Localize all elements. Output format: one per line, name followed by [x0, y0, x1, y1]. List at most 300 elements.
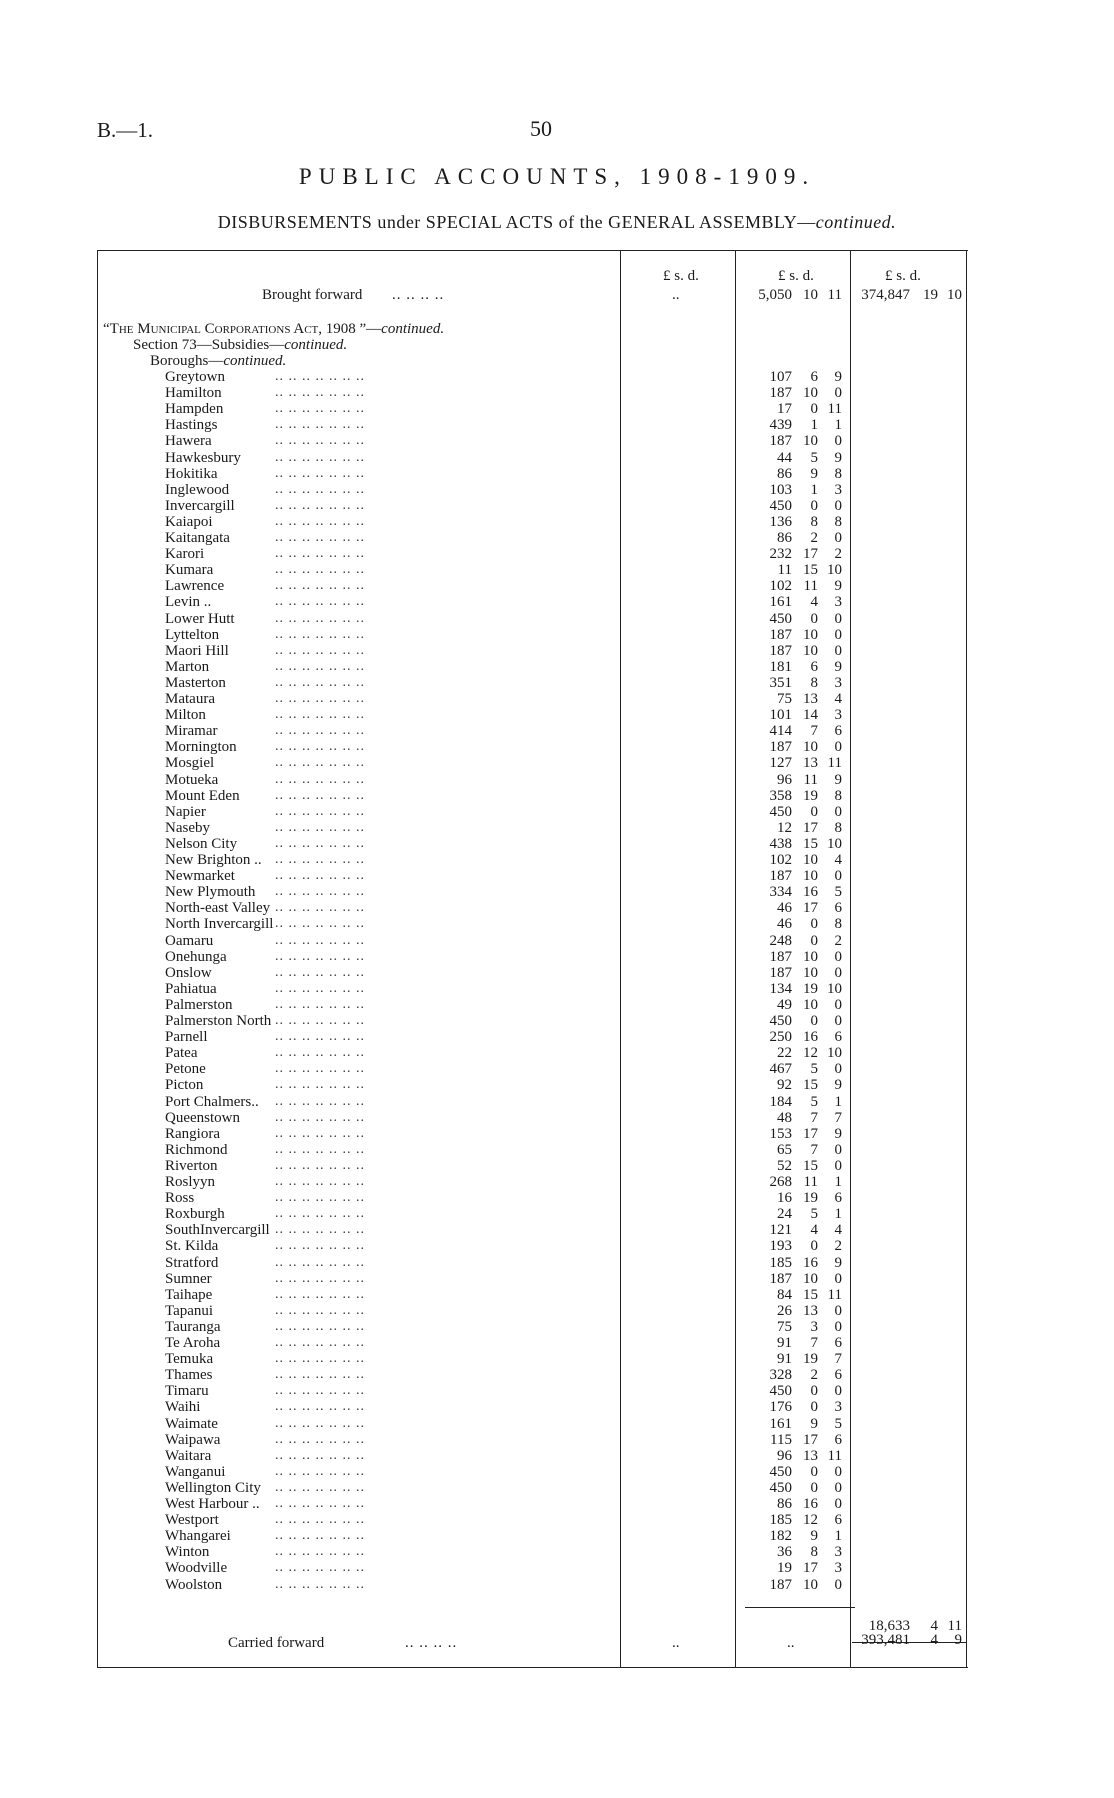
borough-name: Temuka — [165, 1351, 214, 1367]
amount-pounds: 19 — [777, 1560, 792, 1576]
borough-name: Waihi — [165, 1399, 201, 1415]
amount-pence: 0 — [834, 1142, 842, 1158]
amount-shillings: 9 — [810, 1528, 818, 1544]
amount-pence: 7 — [834, 1351, 842, 1367]
amount-shillings: 14 — [803, 707, 818, 723]
borough-name: Wellington City — [165, 1480, 261, 1496]
amount-pounds: 184 — [769, 1094, 792, 1110]
section-label: Section 73—Subsidies— — [133, 337, 285, 353]
amount-pounds: 450 — [769, 804, 792, 820]
amount-shillings: 5 — [810, 1094, 818, 1110]
borough-name: Marton — [165, 659, 210, 675]
amount-pence: 1 — [834, 1174, 842, 1190]
amount-shillings: 5 — [810, 1061, 818, 1077]
leader-dots: .. .. .. .. .. .. .. — [275, 369, 365, 384]
borough-name: Timaru — [165, 1383, 209, 1399]
amount-pounds: 91 — [777, 1335, 792, 1351]
leader-dots: .. .. .. .. .. .. .. — [275, 1577, 365, 1592]
amount-pounds: 96 — [777, 772, 792, 788]
amount-shillings: 10 — [803, 949, 818, 965]
amount-pence: 3 — [834, 675, 842, 691]
amount-shillings: 10 — [803, 965, 818, 981]
amount-pounds: 187 — [769, 1577, 792, 1593]
leader-dots: .. .. .. .. .. .. .. — [275, 1399, 365, 1414]
borough-name: Onehunga — [165, 949, 227, 965]
amount-shillings: 7 — [810, 1142, 818, 1158]
amount-pounds: 101 — [769, 707, 792, 723]
amount-pence: 3 — [834, 1399, 842, 1415]
leader-dots: .. .. .. .. .. .. .. — [275, 562, 365, 577]
borough-name: Tauranga — [165, 1319, 221, 1335]
amount-pounds: 187 — [769, 627, 792, 643]
amount-pence: 0 — [834, 611, 842, 627]
amount-pounds: 36 — [777, 1544, 792, 1560]
amount-pence: 0 — [834, 997, 842, 1013]
amount-shillings: 0 — [810, 1383, 818, 1399]
amount-pence: 0 — [834, 498, 842, 514]
amount-pounds: 49 — [777, 997, 792, 1013]
amount-shillings: 16 — [803, 884, 818, 900]
amount-shillings: 2 — [810, 530, 818, 546]
borough-name: Motueka — [165, 772, 219, 788]
amount-shillings: 6 — [810, 659, 818, 675]
amount-pounds: 12 — [777, 820, 792, 836]
amount-pounds: 187 — [769, 643, 792, 659]
amount-pounds: 268 — [769, 1174, 792, 1190]
leader-dots: .. .. .. .. .. .. .. — [275, 1158, 365, 1173]
amount-pounds: 44 — [777, 450, 792, 466]
amount-shillings: 17 — [803, 900, 818, 916]
borough-name: Taihape — [165, 1287, 213, 1303]
amount-shillings: 8 — [810, 1544, 818, 1560]
leader-dots: .. .. .. .. .. .. .. — [275, 1335, 365, 1350]
amount-pence: 8 — [834, 466, 842, 482]
amount-shillings: 12 — [803, 1045, 818, 1061]
amount-shillings: 15 — [803, 562, 818, 578]
amount-pence: 9 — [954, 1632, 962, 1648]
amount-shillings: 10 — [803, 852, 818, 868]
amount-shillings: 10 — [803, 643, 818, 659]
leader-dots: .. .. .. .. .. .. .. — [275, 1045, 365, 1060]
amount-shillings: 9 — [810, 466, 818, 482]
amount-shillings: 17 — [803, 1126, 818, 1142]
leader-dots: .. .. .. .. .. .. .. — [275, 1110, 365, 1125]
amount-pence: 5 — [834, 1416, 842, 1432]
amount-pounds: 115 — [770, 1432, 792, 1448]
amount-shillings: 19 — [803, 1190, 818, 1206]
leader-dots: .. .. .. .. .. .. .. — [275, 417, 365, 432]
section-heading — [133, 337, 347, 353]
amount-pence: 11 — [827, 1448, 842, 1464]
amount-pence: 8 — [834, 788, 842, 804]
borough-name: Waipawa — [165, 1432, 221, 1448]
amount-pounds: 450 — [769, 1480, 792, 1496]
amount-shillings: 11 — [803, 578, 818, 594]
borough-name: Woodville — [165, 1560, 228, 1576]
amount-shillings: 17 — [803, 1432, 818, 1448]
borough-name: Wanganui — [165, 1464, 226, 1480]
borough-name: Patea — [165, 1045, 198, 1061]
amount-shillings: 7 — [810, 723, 818, 739]
amount-pence: 0 — [834, 739, 842, 755]
leader-dots: .. .. .. .. .. .. .. — [275, 675, 365, 690]
borough-name: Pahiatua — [165, 981, 217, 997]
amount-pounds: 46 — [777, 900, 792, 916]
amount-pounds: 86 — [777, 530, 792, 546]
leader-dots: .. .. .. .. .. .. .. — [275, 659, 365, 674]
amount-pence: 11 — [827, 1287, 842, 1303]
leader-dots: .. .. .. .. .. .. .. — [275, 1351, 365, 1366]
amount-pounds: 26 — [777, 1303, 792, 1319]
leader-dots: .. .. .. .. .. .. .. — [275, 611, 365, 626]
amount-shillings: 10 — [803, 1271, 818, 1287]
amount-pence: 10 — [947, 287, 962, 303]
borough-name: Mornington — [165, 739, 237, 755]
borough-name: North Invercargill — [165, 916, 274, 932]
leader-dots: .. .. .. .. .. .. .. — [275, 836, 365, 851]
leader-dots: .. .. .. .. .. .. .. — [275, 546, 365, 561]
amount-shillings: 1 — [810, 482, 818, 498]
amount-shillings: 7 — [810, 1335, 818, 1351]
leader-dots: .. .. .. .. .. .. .. — [275, 1496, 365, 1511]
amount-shillings: 10 — [803, 287, 818, 303]
borough-name: Hawkesbury — [165, 450, 241, 466]
borough-name: Napier — [165, 804, 206, 820]
column-divider — [966, 251, 967, 1667]
amount-pounds: 91 — [777, 1351, 792, 1367]
brought-forward-col1: .. — [672, 287, 680, 303]
leader-dots: .. .. .. .. .. .. .. — [275, 916, 365, 931]
borough-name: Waitara — [165, 1448, 212, 1464]
amount-pence: 11 — [827, 401, 842, 417]
column-divider — [620, 251, 621, 1667]
amount-shillings: 17 — [803, 1560, 818, 1576]
amount-shillings: 4 — [810, 1222, 818, 1238]
leader-dots: .. .. .. .. .. .. .. — [275, 627, 365, 642]
amount-pence: 3 — [834, 707, 842, 723]
amount-pence: 0 — [834, 1271, 842, 1287]
leader-dots: .. .. .. .. .. .. .. — [275, 1480, 365, 1495]
borough-name: Naseby — [165, 820, 210, 836]
leader-dots: .. .. .. .. .. .. .. — [275, 804, 365, 819]
group-heading — [150, 353, 286, 369]
borough-name: Kumara — [165, 562, 214, 578]
borough-name: Tapanui — [165, 1303, 214, 1319]
amount-shillings: 19 — [803, 788, 818, 804]
act-year: 1908 ”— — [322, 321, 382, 337]
borough-name: Hawera — [165, 433, 212, 449]
leader-dots: .. .. .. .. .. .. .. — [275, 1238, 365, 1253]
amount-shillings: 0 — [810, 1238, 818, 1254]
borough-name: Roslyyn — [165, 1174, 216, 1190]
amount-pounds: 187 — [769, 868, 792, 884]
amount-pence: 3 — [834, 482, 842, 498]
leader-dots: .. .. .. .. .. .. .. — [275, 1174, 365, 1189]
borough-name: Levin .. — [165, 594, 212, 610]
borough-name: Westport — [165, 1512, 219, 1528]
leader-dots: .. .. .. .. .. .. .. — [275, 949, 365, 964]
amount-pounds: 187 — [769, 965, 792, 981]
leader-dots: .. .. .. .. .. .. .. — [275, 578, 365, 593]
amount-pence: 1 — [834, 417, 842, 433]
amount-pence: 9 — [834, 1077, 842, 1093]
amount-pence: 6 — [834, 900, 842, 916]
leader-dots: .. .. .. .. .. .. .. — [275, 1367, 365, 1382]
amount-pounds: 22 — [777, 1045, 792, 1061]
amount-pounds: 86 — [777, 1496, 792, 1512]
amount-pounds: 75 — [777, 691, 792, 707]
borough-name: SouthInvercargill — [165, 1222, 270, 1238]
amount-shillings: 10 — [803, 433, 818, 449]
borough-name: Riverton — [165, 1158, 218, 1174]
borough-name: North-east Valley — [165, 900, 271, 916]
amount-pounds: 450 — [769, 498, 792, 514]
amount-pence: 0 — [834, 643, 842, 659]
borough-name: Miramar — [165, 723, 218, 739]
amount-shillings: 2 — [810, 1367, 818, 1383]
amount-pence: 0 — [834, 804, 842, 820]
leader-dots: .. .. .. .. .. .. .. — [275, 1287, 365, 1302]
col2-currency-header: £ s. d. — [778, 268, 814, 284]
leader-dots: .. .. .. .. .. .. .. — [275, 691, 365, 706]
borough-name: Kaiapoi — [165, 514, 213, 530]
leader-dots: .. .. .. .. .. .. .. — [275, 1528, 365, 1543]
amount-pounds: 467 — [769, 1061, 792, 1077]
amount-pence: 0 — [834, 1319, 842, 1335]
amount-pounds: 16 — [777, 1190, 792, 1206]
amount-shillings: 13 — [803, 1448, 818, 1464]
amount-shillings: 0 — [810, 916, 818, 932]
carried-forward-dots: .. .. .. .. — [405, 1635, 458, 1651]
amount-shillings: 0 — [810, 1013, 818, 1029]
amount-pounds: 24 — [777, 1206, 792, 1222]
leader-dots: .. .. .. .. .. .. .. — [275, 466, 365, 481]
leader-dots: .. .. .. .. .. .. .. — [275, 1094, 365, 1109]
amount-pounds: 65 — [777, 1142, 792, 1158]
carried-forward-col1: .. — [672, 1635, 680, 1651]
amount-pence: 3 — [834, 1544, 842, 1560]
amount-pence: 6 — [834, 1190, 842, 1206]
amount-pence: 1 — [834, 1206, 842, 1222]
amount-pence: 3 — [834, 1560, 842, 1576]
amount-pence: 0 — [834, 627, 842, 643]
borough-name: Mount Eden — [165, 788, 240, 804]
amount-pounds: 5,050 — [758, 287, 792, 303]
amount-shillings: 4 — [930, 1632, 938, 1648]
amount-shillings: 15 — [803, 1287, 818, 1303]
amount-shillings: 11 — [803, 1174, 818, 1190]
leader-dots: .. .. .. .. .. .. .. — [275, 385, 365, 400]
leader-dots: .. .. .. .. .. .. .. — [275, 1255, 365, 1270]
borough-name: Te Aroha — [165, 1335, 221, 1351]
subtitle-continued: continued. — [815, 212, 897, 232]
amount-pounds: 185 — [769, 1255, 792, 1271]
amount-shillings: 0 — [810, 498, 818, 514]
borough-name: Queenstown — [165, 1110, 240, 1126]
borough-name: Lyttelton — [165, 627, 220, 643]
subtotal-rule — [745, 1607, 855, 1608]
borough-name: Hampden — [165, 401, 224, 417]
amount-pence: 0 — [834, 1303, 842, 1319]
borough-name: Milton — [165, 707, 206, 723]
col1-currency-header: £ s. d. — [663, 268, 699, 284]
column-divider — [735, 251, 736, 1667]
amount-pence: 6 — [834, 1512, 842, 1528]
amount-shillings: 15 — [803, 1158, 818, 1174]
amount-shillings: 5 — [810, 450, 818, 466]
carried-forward-col2: .. — [787, 1635, 795, 1651]
amount-pounds: 48 — [777, 1110, 792, 1126]
leader-dots: .. .. .. .. .. .. .. — [275, 530, 365, 545]
leader-dots: .. .. .. .. .. .. .. — [275, 788, 365, 803]
leader-dots: .. .. .. .. .. .. .. — [275, 820, 365, 835]
amount-pounds: 107 — [769, 369, 792, 385]
borough-name: Picton — [165, 1077, 204, 1093]
amount-pounds: 121 — [769, 1222, 792, 1238]
amount-shillings: 4 — [810, 594, 818, 610]
amount-pounds: 414 — [769, 723, 792, 739]
amount-pounds: 450 — [769, 611, 792, 627]
amount-pence: 9 — [834, 1126, 842, 1142]
leader-dots: .. .. .. .. .. .. .. — [275, 1416, 365, 1431]
leader-dots: .. .. .. .. .. .. .. — [275, 482, 365, 497]
leader-dots: .. .. .. .. .. .. .. — [275, 707, 365, 722]
group-label: Boroughs— — [150, 353, 224, 369]
leader-dots: .. .. .. .. .. .. .. — [275, 1077, 365, 1092]
borough-name: Inglewood — [165, 482, 230, 498]
amount-pence: 9 — [834, 1255, 842, 1271]
leader-dots: .. .. .. .. .. .. .. — [275, 514, 365, 529]
amount-pence: 9 — [834, 369, 842, 385]
amount-pounds: 334 — [769, 884, 792, 900]
amount-pence: 0 — [834, 1383, 842, 1399]
amount-pounds: 161 — [769, 594, 792, 610]
leader-dots: .. .. .. .. .. .. .. — [275, 723, 365, 738]
borough-name: Nelson City — [165, 836, 238, 852]
amount-pounds: 374,847 — [861, 287, 910, 303]
amount-pounds: 84 — [777, 1287, 792, 1303]
amount-pounds: 46 — [777, 916, 792, 932]
leader-dots: .. .. .. .. .. .. .. — [275, 1013, 365, 1028]
amount-shillings: 4 — [930, 1618, 938, 1634]
amount-pounds: 450 — [769, 1383, 792, 1399]
borough-name: Petone — [165, 1061, 206, 1077]
amount-pounds: 11 — [777, 562, 792, 578]
leader-dots: .. .. .. .. .. .. .. — [275, 1061, 365, 1076]
subtitle-main: DISBURSEMENTS under SPECIAL ACTS of the GENERAL ASSEMBLY— — [217, 212, 816, 232]
leader-dots: .. .. .. .. .. .. .. — [275, 1206, 365, 1221]
amount-pounds: 250 — [769, 1029, 792, 1045]
amount-pounds: 450 — [769, 1013, 792, 1029]
amount-pounds: 393,481 — [861, 1632, 910, 1648]
amount-pounds: 185 — [769, 1512, 792, 1528]
amount-shillings: 0 — [810, 804, 818, 820]
borough-name: Oamaru — [165, 933, 214, 949]
amount-pence: 8 — [834, 916, 842, 932]
amount-pounds: 438 — [769, 836, 792, 852]
amount-pounds: 358 — [769, 788, 792, 804]
page-subtitle — [0, 212, 1114, 233]
leader-dots: .. .. .. .. .. .. .. — [275, 1303, 365, 1318]
amount-pounds: 17 — [777, 401, 792, 417]
leader-dots: .. .. .. .. .. .. .. — [275, 1319, 365, 1334]
borough-name: Thames — [165, 1367, 213, 1383]
amount-pounds: 248 — [769, 933, 792, 949]
leader-dots: .. .. .. .. .. .. .. — [275, 1383, 365, 1398]
amount-pence: 0 — [834, 1496, 842, 1512]
borough-name: Palmerston — [165, 997, 233, 1013]
amount-pence: 0 — [834, 1013, 842, 1029]
amount-shillings: 8 — [810, 675, 818, 691]
amount-pounds: 232 — [769, 546, 792, 562]
amount-shillings: 0 — [810, 611, 818, 627]
borough-name: Kaitangata — [165, 530, 230, 546]
leader-dots: .. .. .. .. .. .. .. — [275, 772, 365, 787]
amount-pounds: 187 — [769, 949, 792, 965]
amount-pence: 0 — [834, 1464, 842, 1480]
amount-shillings: 10 — [803, 627, 818, 643]
amount-shillings: 16 — [803, 1255, 818, 1271]
borough-name: Karori — [165, 546, 205, 562]
amount-pence: 10 — [827, 1045, 842, 1061]
borough-name: West Harbour .. — [165, 1496, 260, 1512]
amount-pence: 3 — [834, 594, 842, 610]
amount-pounds: 161 — [769, 1416, 792, 1432]
amount-shillings: 6 — [810, 369, 818, 385]
amount-pounds: 18,633 — [868, 1618, 910, 1634]
amount-pounds: 86 — [777, 466, 792, 482]
borough-name: Richmond — [165, 1142, 228, 1158]
amount-pence: 0 — [834, 1480, 842, 1496]
borough-name: Onslow — [165, 965, 212, 981]
amount-pounds: 96 — [777, 1448, 792, 1464]
col3-currency-header: £ s. d. — [885, 268, 921, 284]
leader-dots: .. .. .. .. .. .. .. — [275, 755, 365, 770]
amount-pence: 9 — [834, 450, 842, 466]
leader-dots: .. .. .. .. .. .. .. — [275, 498, 365, 513]
amount-pence: 1 — [834, 1094, 842, 1110]
borough-name: Port Chalmers.. — [165, 1094, 259, 1110]
amount-pence: 2 — [834, 933, 842, 949]
amount-pounds: 439 — [769, 417, 792, 433]
amount-shillings: 0 — [810, 401, 818, 417]
amount-pence: 5 — [834, 884, 842, 900]
amount-shillings: 13 — [803, 755, 818, 771]
leader-dots: .. .. .. .. .. .. .. — [275, 1512, 365, 1527]
borough-name: New Plymouth — [165, 884, 256, 900]
brought-forward-label: Brought forward — [262, 287, 363, 303]
amount-shillings: 7 — [810, 1110, 818, 1126]
borough-name: New Brighton .. — [165, 852, 262, 868]
amount-shillings: 3 — [810, 1319, 818, 1335]
borough-name: Parnell — [165, 1029, 208, 1045]
amount-pounds: 127 — [769, 755, 792, 771]
amount-pounds: 136 — [769, 514, 792, 530]
borough-name: Maori Hill — [165, 643, 229, 659]
amount-pence: 0 — [834, 965, 842, 981]
amount-pounds: 351 — [769, 675, 792, 691]
leader-dots: .. .. .. .. .. .. .. — [275, 1544, 365, 1559]
amount-pounds: 176 — [769, 1399, 792, 1415]
amount-shillings: 5 — [810, 1206, 818, 1222]
amount-pence: 6 — [834, 1367, 842, 1383]
amount-pounds: 187 — [769, 433, 792, 449]
leader-dots: .. .. .. .. .. .. .. — [275, 594, 365, 609]
leader-dots: .. .. .. .. .. .. .. — [275, 884, 365, 899]
leader-dots: .. .. .. .. .. .. .. — [275, 965, 365, 980]
borough-name: Waimate — [165, 1416, 218, 1432]
amount-pounds: 182 — [769, 1528, 792, 1544]
